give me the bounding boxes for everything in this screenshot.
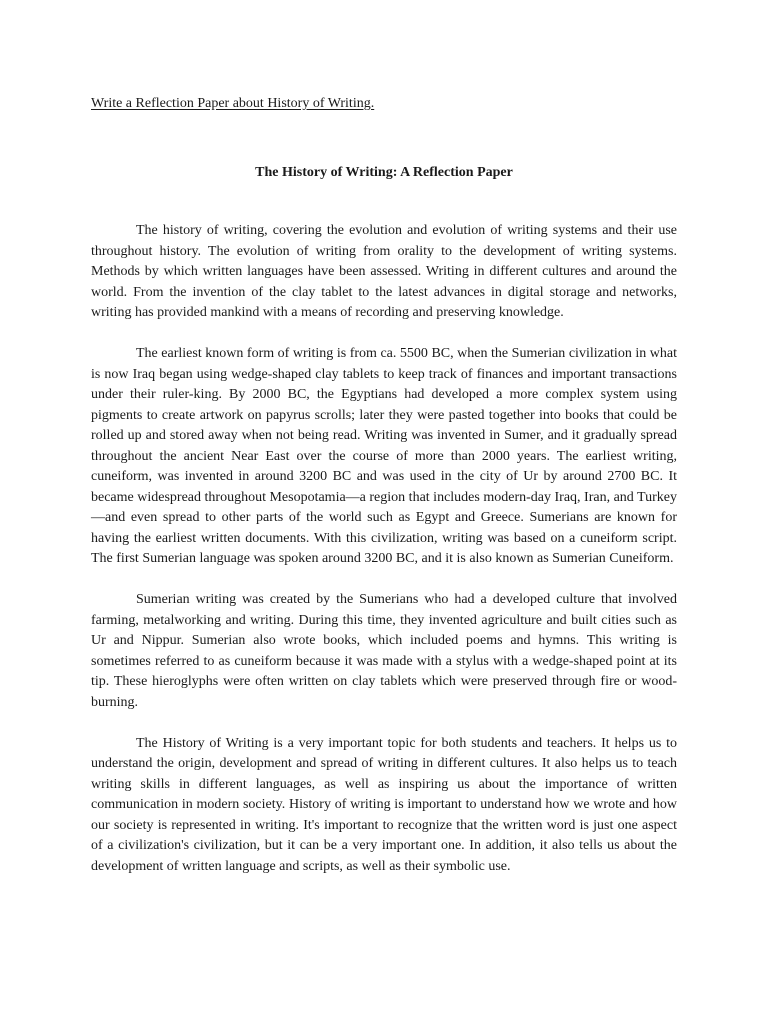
paragraph-sumerian-writing: Sumerian writing was created by the Sumerians who had a developed culture that involved farming, metalworking and writing. During this time, they invented agriculture and built cities such as Ur and Nippur. Sumerian also wrote books, which included poems and hymns. This writing is sometimes referred to as cuneiform because it was made with a stylus with a wedge-shaped point at its tip. These hieroglyphs were often written on clay tablets which were preserved through fire or wood-burning. bbox=[91, 592, 677, 710]
assignment-prompt: Write a Reflection Paper about History of Writing. bbox=[91, 96, 375, 111]
paragraph-earliest-writing: The earliest known form of writing is from ca. 5500 BC, when the Sumerian civilization in what is now Iraq began using wedge-shaped clay tablets to keep track of finances and important transactions under their ruler-king. By 2000 BC, the Egyptians had developed a more complex system using pigments to create artwork on papyrus scrolls; later they were pasted together into books that could be rolled up and stored away when not being read. Writing was invented in Sumer, and it gradually spread throughout the ancient Near East over the course of more than 2000 years. The earliest writing, cuneiform, was invented in around 3200 BC and was used in the city of Ur by around 2700 BC. It became widespread throughout Mesopotamia—a region that includes modern-day Iraq, Iran, and Turkey—and even spread to other parts of the world such as Egypt and Greece. Sumerians are known for having the earliest written documents. With this civilization, writing was based on a cuneiform script. The first Sumerian language was spoken around 3200 BC, and it is also known as Sumerian Cuneiform. bbox=[91, 346, 677, 566]
paragraph-introduction: The history of writing, covering the evolution and evolution of writing systems and their use throughout history. The evolution of writing from orality to the development of writing systems. Methods by which written languages have been assessed. Writing in different cultures and around the world. From the invention of the clay tablet to the latest advances in digital storage and networks, writing has provided mankind with a means of recording and preserving knowledge. bbox=[91, 223, 677, 320]
paper-body bbox=[91, 221, 677, 898]
paper-title: The History of Writing: A Reflection Paper bbox=[255, 165, 513, 180]
paragraph-importance: The History of Writing is a very important topic for both students and teachers. It helps us to understand the origin, development and spread of writing in different cultures. It also helps us to teach writing skills in different languages, as well as inspiring us about the importance of written communication in modern society. History of writing is important to understand how we wrote and how our society is represented in writing. It's important to recognize that the written word is just one aspect of a civilization's civilization, but it can be a very important one. In addition, it also tells us about the development of written language and scripts, as well as their symbolic use. bbox=[91, 735, 677, 874]
